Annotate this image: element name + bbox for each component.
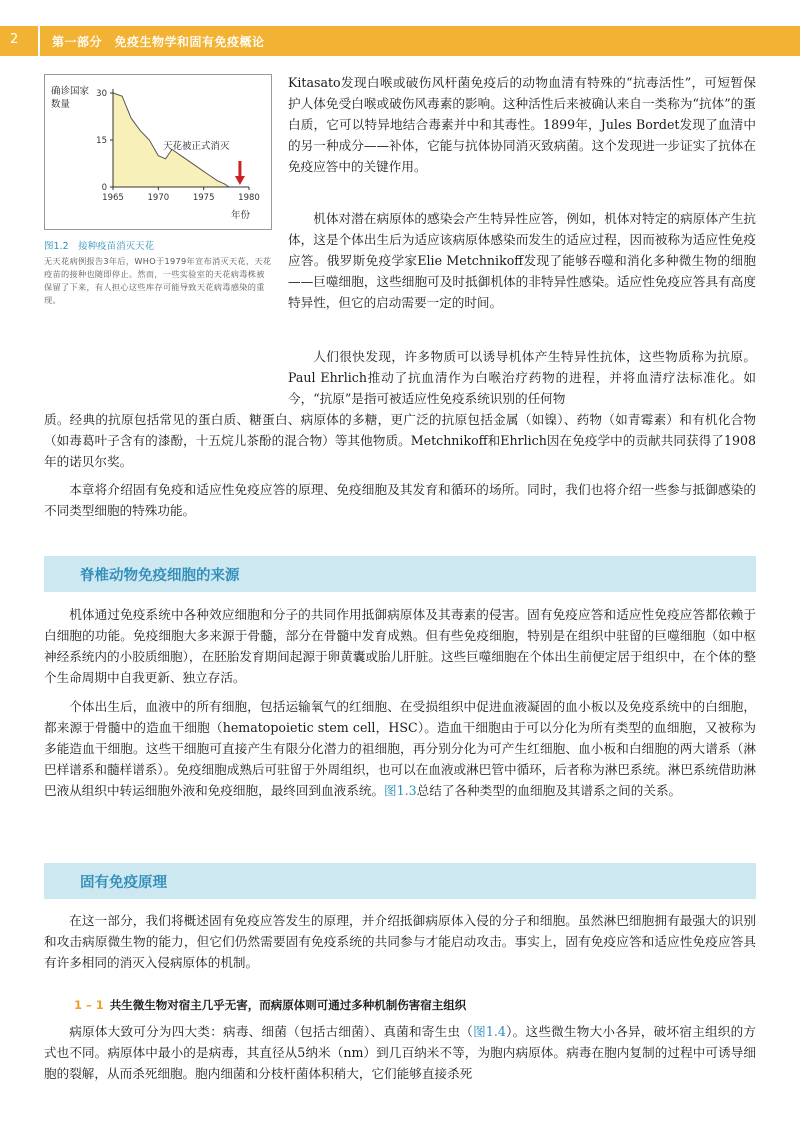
section-title-origin: 脊椎动物免疫细胞的来源 [80, 567, 240, 584]
pathogens-text: 病原体大致可分为四大类：病毒、细菌（包括古细菌）、真菌和寄生虫（ [69, 1024, 474, 1039]
y-tick-label: 30 [96, 89, 107, 99]
chart-annotation: 天花被正式消灭 [163, 141, 230, 152]
figure-1-4-link[interactable]: 图1.4 [473, 1024, 506, 1039]
pathogens-tail: ）。这些微生物大小各异，破坏宿主组织的方式也不同。病原体中最小的是病毒，其直径从5纳米（nm）到几百纳米不等，为胞内病原体。病毒在胞内复制的过程中可诱导细胞的裂解，从而杀死细胞。胞内细菌和分枝杆菌体积稍大，它们能够直接杀死 [44, 1024, 757, 1081]
x-axis-label: 年份 [231, 210, 251, 221]
figure-1-3-link[interactable]: 图1.3 [384, 783, 417, 798]
paragraph-chapter-overview: 本章将介绍固有免疫和适应性免疫应答的原理、免疫细胞及其发育和循环的场所。同时，我们也将介绍一些参与抵御感染的不同类型细胞的特殊功能。 [44, 482, 756, 518]
y-tick-label: 15 [96, 136, 107, 146]
eradication-arrow-icon [235, 176, 245, 185]
paragraph-antigen-continued: 质。经典的抗原包括常见的蛋白质、糖蛋白、病原体的多糖，更广泛的抗原包括金属（如镍）、药物（如青霉素）和有机化合物（如毒葛叶子含有的漆酚，十五烷儿茶酚的混合物）等其他物质。Metchnikoff和Ehrlich因在免疫学中的贡献共同获得了1908年的诺贝尔奖。 [44, 412, 756, 469]
area-fill [113, 93, 229, 187]
subsection-title: 共生微生物对宿主几乎无害，而病原体则可通过多种机制伤害宿主组织 [109, 998, 467, 1012]
hematopoiesis-tail: 总结了各种类型的血细胞及其谱系之间的关系。 [416, 783, 682, 798]
x-tick-label: 1970 [147, 193, 170, 203]
x-tick-label: 1980 [238, 193, 260, 203]
page-number: 2 [10, 32, 19, 47]
figure-1-2 [44, 74, 272, 230]
header-separator [38, 26, 40, 56]
page-number-box [0, 26, 38, 56]
hematopoiesis-text: 个体出生后，血液中的所有细胞，包括运输氧气的红细胞、在受损组织中促进血液凝固的血小板以及免疫系统中的白细胞，都来源于骨髓中的造血干细胞（hematopoietic stem cell，HSC）。造血干细胞由于可以分化为所有类型的血细胞，又被称为多能造血干细胞。这些干细胞可直接产生有限分化潜力的祖细胞，再分别分化为可产生红细胞、血小板和白细胞的两大谱系（淋巴样谱系和髓样谱系）。免疫细胞成熟后可驻留于外周组织，也可以在血液或淋巴管中循环，后者称为淋巴系统。淋巴系统借助淋巴液从组织中转运细胞外液和免疫细胞，最终回到血液系统。 [44, 699, 756, 798]
x-tick-label: 1965 [102, 193, 124, 203]
subsection-number: 1 – 1 [74, 998, 104, 1012]
section-title-innate: 固有免疫原理 [80, 874, 167, 891]
y-axis-label-line1: 确诊国家 [51, 86, 90, 97]
caption-title: 图1.2 接种疫苗消灭天花 [44, 241, 155, 252]
smallpox-chart [45, 75, 273, 231]
part-title: 第一部分 免疫生物学和固有免疫概论 [52, 35, 265, 49]
paragraph-antigen-start: 人们很快发现，许多物质可以诱导机体产生特异性抗体，这些物质称为抗原。Paul Ehrlich推动了抗血清作为白喉治疗药物的进程，并将血清疗法标准化。如今，“抗原”是指可被适应性免疫系统识别的任何物 [288, 349, 756, 406]
y-tick-label: 0 [101, 183, 107, 193]
caption-body: 无天花病例报告3年后，WHO于1979年宣布消灭天花，天花疫苗的接种也随即停止。然而，一些实验室的天花病毒株被保留了下来，有人担心这些库存可能导致天花病毒感染的重现。 [44, 256, 272, 305]
paragraph-immune-cells: 机体通过免疫系统中各种效应细胞和分子的共同作用抵御病原体及其毒素的侵害。固有免疫应答和适应性免疫应答都依赖于白细胞的功能。免疫细胞大多来源于骨髓，部分在骨髓中发育成熟。但有些免疫细胞，特别是在组织中驻留的巨噬细胞（如中枢神经系统内的小胶质细胞），在胚胎发育期间起源于卵黄囊或胎儿肝脏。这些巨噬细胞在个体出生前便定居于组织中，在个体的整个生命周期中自我更新、独立存活。 [44, 607, 756, 685]
paragraph-innate-principles: 在这一部分，我们将概述固有免疫应答发生的原理，并介绍抵御病原体入侵的分子和细胞。虽然淋巴细胞拥有最强大的识别和攻击病原微生物的能力，但它们仍然需要固有免疫系统的共同参与才能启动攻击。事实上，固有免疫应答和适应性免疫应答具有许多相同的消灭入侵病原体的机制。 [44, 913, 756, 970]
paragraph-antibody: Kitasato发现白喉或破伤风杆菌免疫后的动物血清有特殊的“抗毒活性”，可短暂保护人体免受白喉或破伤风毒素的影响。这种活性后来被确认来自一类称为“抗体”的蛋白质，它可以特异地结合毒素并中和其毒性。1899年，Jules Bordet发现了血清中的另一种成分——补体，它能与抗体协同消灭致病菌。这个发现进一步证实了抗体在免疫应答中的关键作用。 [288, 75, 756, 174]
y-axis-label-line2: 数量 [51, 99, 71, 110]
x-tick-label: 1975 [192, 193, 215, 203]
paragraph-hematopoiesis [44, 696, 756, 801]
subsection-heading [74, 997, 466, 1013]
paragraph-adaptive-immunity: 机体对潜在病原体的感染会产生特异性应答，例如，机体对特定的病原体产生抗体，这是个体出生后为适应该病原体感染而发生的适应过程，因而被称为适应性免疫应答。俄罗斯免疫学家Elie Metchnikoff发现了能够吞噬和消化多种微生物的细胞——巨噬细胞，这些细胞可及时抵御机体的非特异性感染。适应性免疫应答具有高度特异性，但它的启动需要一定的时间。 [288, 211, 756, 310]
paragraph-pathogens [44, 1021, 756, 1084]
figure-caption [44, 238, 272, 307]
